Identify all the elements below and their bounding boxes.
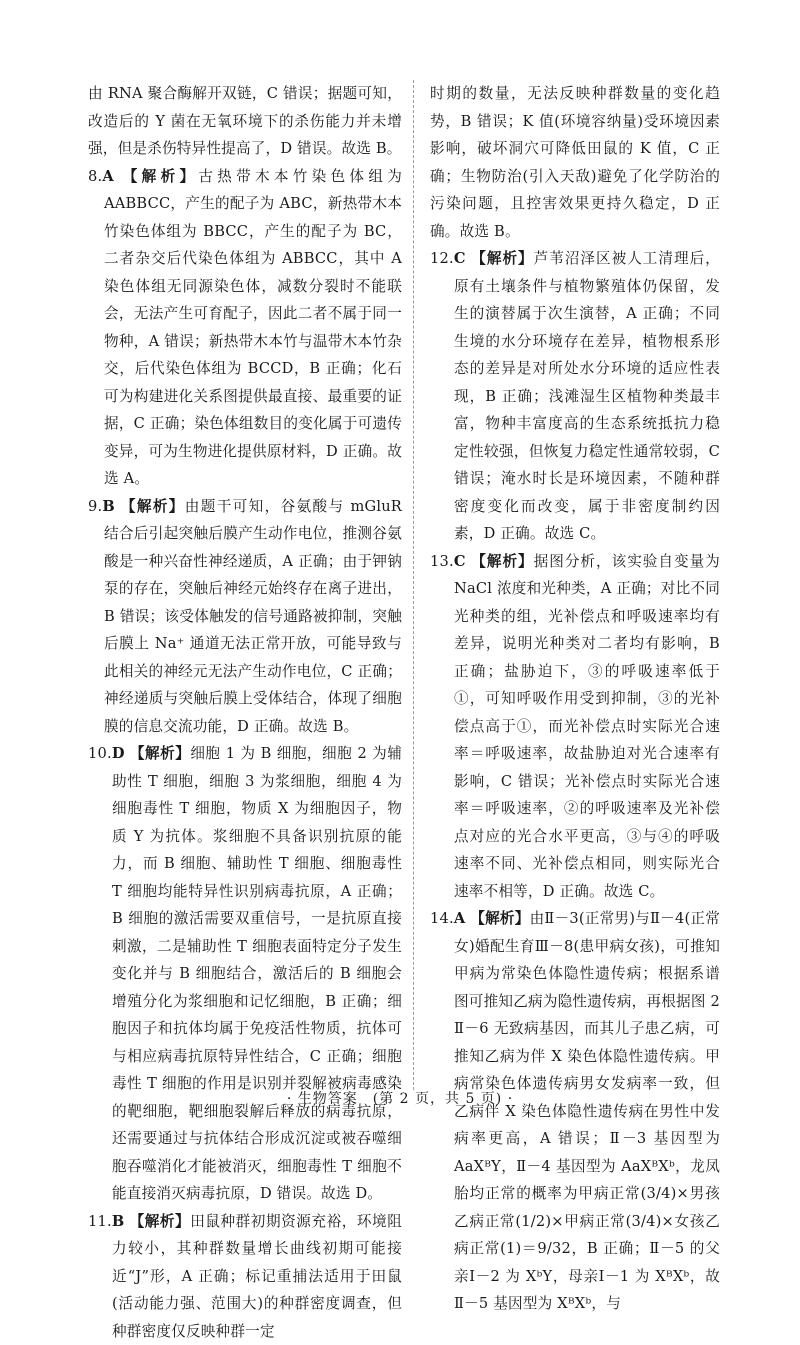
answer-item-12 <box>430 245 720 548</box>
item-number: 9. <box>88 498 102 515</box>
item-number: 10. <box>88 745 112 762</box>
left-continuation: 由 RNA 聚合酶解开双链，C 错误；据题可知，改造后的 Y 菌在无氧环境下的杀伤能力并未增强，但是杀伤特异性提高了，D 错误。故选 B。 <box>88 80 402 163</box>
page-footer: · 生物答案 (第 2 页，共 5 页) · <box>0 1088 800 1108</box>
item-text: 由题干可知，谷氨酸与 mGluR 结合后引起突触后膜产生动作电位，推测谷氨酸是一种兴奋性神经递质，A 正确；由于钾钠泵的存在，突触后神经元始终存在离子进出，B 错误；该受体触发的信号通路被抑制，突触后膜上 Na⁺ 通道无法正常开放，可能导致与此相关的神经元无法产生动作电位，C 正确；神经递质与突触后膜上受体结合，体现了细胞膜的信息交流功能，D 正确。故选 B。 <box>104 498 402 735</box>
item-answer: B <box>102 498 115 515</box>
item-number: 12. <box>430 250 454 267</box>
analysis-tag: 【解析】 <box>121 498 185 515</box>
analysis-tag: 【解析】 <box>471 553 533 570</box>
item-text: 芦苇沼泽区被人工清理后，原有土壤条件与植物繁殖体仍保留，发生的演替属于次生演替，A 正确；不同生境的水分环境存在差异，植物根系形态的差异是对所处水分环境的适应性表现，B 正确；浅滩湿生区植物种类最丰富，物种丰富度高的生态系统抵抗力稳定性较强，但恢复力稳定性通常较弱，C 错误；淹水时长是环境因素，不随种群密度变化而改变，属于非密度制约因素，D 正确。故选 C。 <box>454 250 720 542</box>
item-text: 田鼠种群初期资源充裕，环境阻力较小，其种群数量增长曲线初期可能接近“J”形，A 正确；标记重捕法适用于田鼠(活动能力强、范围大)的种群密度调查，但种群密度仅反映种群一定 <box>112 1213 402 1340</box>
right-continuation: 时期的数量，无法反映种群数量的变化趋势，B 错误；K 值(环境容纳量)受环境因素影响，破坏洞穴可降低田鼠的 K 值，C 正确；生物防治(引入天敌)避免了化学防治的污染问题，且控害效果更持久稳定，D 正确。故选 B。 <box>430 80 720 245</box>
item-number: 8. <box>88 168 102 185</box>
item-answer: B <box>112 1213 125 1230</box>
item-answer: C <box>454 553 466 570</box>
analysis-tag: 【解析】 <box>130 745 190 762</box>
item-answer: A <box>102 168 114 185</box>
analysis-tag: 【解析】 <box>471 250 533 267</box>
analysis-tag: 【解析】 <box>470 910 529 927</box>
answer-item-11 <box>88 1208 402 1345</box>
answer-item-9 <box>88 493 402 741</box>
item-text: 细胞 1 为 B 细胞，细胞 2 为辅助性 T 细胞，细胞 3 为浆细胞，细胞 4 为细胞毒性 T 细胞，物质 X 为细胞因子，物质 Y 为抗体。浆细胞不具备识别抗原的能力，而 B 细胞、辅助性 T 细胞、细胞毒性 T 细胞均能特异性识别病毒抗原，A 正确；B 细胞的激活需要双重信号，一是抗原直接刺激，二是辅助性 T 细胞表面特定分子发生变化并与 B 细胞结合，激活后的 B 细胞会增殖分化为浆细胞和记忆细胞，B 正确；细胞因子和抗体均属于免疫活性物质，抗体可与相应病毒抗原特异性结合，C 正确；细胞毒性 T 细胞的作用是识别并裂解被病毒感染的靶细胞，靶细胞裂解后释放的病毒抗原，还需要通过与抗体结合形成沉淀或被吞噬细胞吞噬消化才能被消灭，细胞毒性 T 细胞不能直接消灭病毒抗原，D 错误。故选 D。 <box>112 745 402 1202</box>
item-text: 由Ⅱ－3(正常男)与Ⅱ－4(正常女)婚配生育Ⅲ－8(患甲病女孩)，可推知甲病为常染色体隐性遗传病；根据系谱图可推知乙病为隐性遗传病，再根据图 2 Ⅱ－6 无致病基因，而其儿子患乙病，可推知乙病为伴 X 染色体隐性遗传病。甲病常染色体遗传病男女发病率一致，但乙病伴 X 染色体隐性遗传病在男性中发病率更高，A 错误；Ⅱ－3 基因型为 AaXᴮY，Ⅱ－4 基因型为 AaXᴮXᵇ，龙凤胎均正常的概率为甲病正常(3/4)×男孩乙病正常(1/2)×甲病正常(3/4)×女孩乙病正常(1)＝9/32，B 正确；Ⅱ－5 的父亲Ⅰ－2 为 XᵇY，母亲Ⅰ－1 为 XᴮXᵇ，故Ⅱ－5 基因型为 XᴮXᵇ，与 <box>454 910 720 1312</box>
item-number: 11. <box>88 1213 112 1230</box>
item-number: 13. <box>430 553 454 570</box>
answer-item-8 <box>88 163 402 493</box>
item-answer: D <box>112 745 125 762</box>
item-text: 据图分析，该实验自变量为 NaCl 浓度和光种类，A 正确；对比不同光种类的组，光补偿点和呼吸速率均有差异，说明光种类对二者均有影响，B 正确；盐胁迫下，③的呼吸速率低于①，可知呼吸作用受到抑制，③的光补偿点高于①，而光补偿点时实际光合速率＝呼吸速率，故盐胁迫对光合速率有影响，C 错误；光补偿点时实际光合速率＝呼吸速率，②的呼吸速率及光补偿点对应的光合水平更高，③与④的呼吸速率不同、光补偿点相同，则实际光合速率不相等，D 正确。故选 C。 <box>454 553 720 900</box>
column-divider <box>413 80 414 1090</box>
item-text: 古热带木本竹染色体组为 AABBCC，产生的配子为 ABC，新热带木本竹染色体组为 BBCC，产生的配子为 BC，二者杂交后代染色体组为 ABBCC，其中 A 染色体组无同源染色体，减数分裂时不能联会，无法产生可育配子，因此二者不属于同一物种，A 错误；新热带木本竹与温带木本竹杂交，后代染色体组为 BCCD，B 正确；化石可为构建进化关系图提供最直接、最重要的证据，C 正确；染色体组数目的变化属于可遗传变异，可为生物进化提供原材料，D 正确。故选 A。 <box>104 168 402 488</box>
left-column <box>88 80 402 1345</box>
item-answer: A <box>454 910 466 927</box>
analysis-tag: 【解析】 <box>130 1213 191 1230</box>
answer-item-14 <box>430 905 720 1318</box>
analysis-tag: 【解析】 <box>123 168 199 185</box>
item-answer: C <box>454 250 466 267</box>
item-number: 14. <box>430 910 454 927</box>
answer-item-13 <box>430 548 720 906</box>
answer-item-10 <box>88 740 402 1208</box>
